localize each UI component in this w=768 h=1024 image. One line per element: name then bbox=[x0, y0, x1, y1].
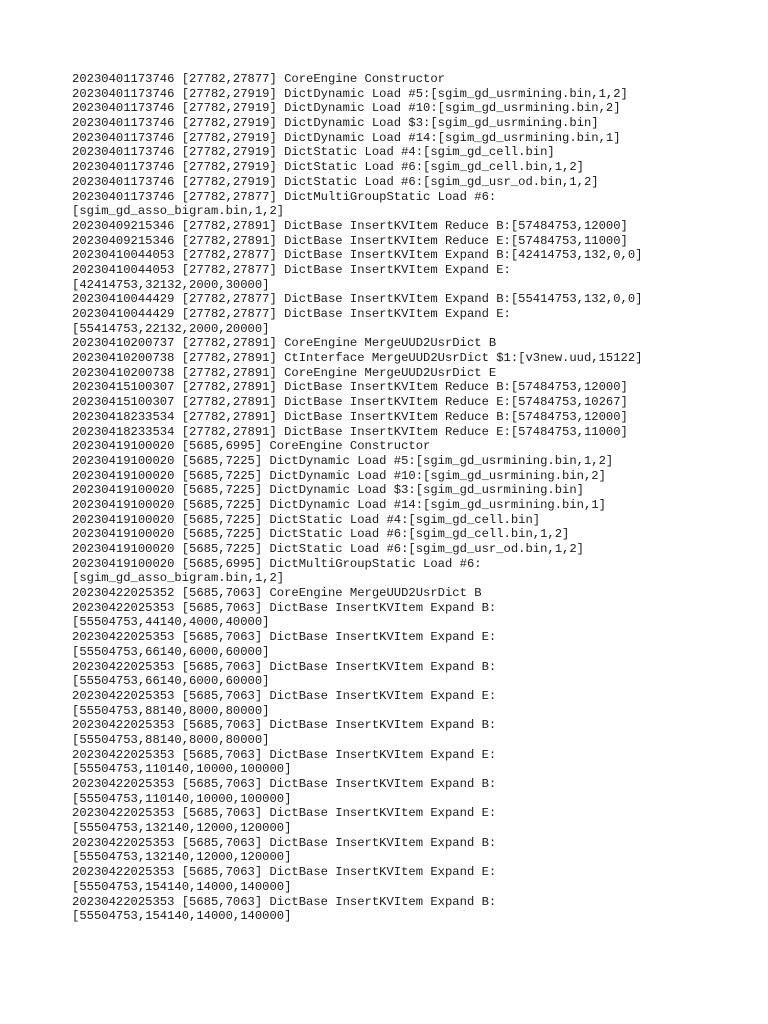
log-line: [55504753,110140,10000,100000] bbox=[72, 762, 292, 777]
log-line: 20230422025353 [5685,7063] DictBase InsertKVItem Expand E: bbox=[72, 747, 497, 762]
log-line: 20230419100020 [5685,7225] DictDynamic Load $3:[sgim_gd_usrmining.bin] bbox=[72, 483, 584, 498]
log-line: 20230401173746 [27782,27919] DictStatic Load #6:[sgim_gd_cell.bin,1,2] bbox=[72, 160, 584, 175]
log-line: [55504753,88140,8000,80000] bbox=[72, 703, 270, 718]
log-line: 20230415100307 [27782,27891] DictBase InsertKVItem Reduce E:[57484753,10267] bbox=[72, 395, 628, 410]
log-line: 20230401173746 [27782,27919] DictStatic Load #4:[sgim_gd_cell.bin] bbox=[72, 145, 555, 160]
log-line: 20230422025353 [5685,7063] DictBase InsertKVItem Expand B: bbox=[72, 718, 497, 733]
log-line: 20230419100020 [5685,6995] CoreEngine Constructor bbox=[72, 439, 431, 454]
log-line: 20230419100020 [5685,7225] DictStatic Load #4:[sgim_gd_cell.bin] bbox=[72, 512, 541, 527]
log-line: 20230410044429 [27782,27877] DictBase InsertKVItem Expand B:[55414753,132,0,0] bbox=[72, 292, 643, 307]
log-line: 20230419100020 [5685,6995] DictMultiGroupStatic Load #6: bbox=[72, 556, 482, 571]
log-line: 20230422025353 [5685,7063] DictBase InsertKVItem Expand B: bbox=[72, 894, 497, 909]
log-line: 20230419100020 [5685,7225] DictStatic Load #6:[sgim_gd_cell.bin,1,2] bbox=[72, 527, 570, 542]
log-line: [55504753,132140,12000,120000] bbox=[72, 821, 292, 836]
log-line: 20230401173746 [27782,27919] DictDynamic Load #14:[sgim_gd_usrmining.bin,1] bbox=[72, 130, 621, 145]
log-line: [sgim_gd_asso_bigram.bin,1,2] bbox=[72, 204, 285, 219]
log-line: 20230422025353 [5685,7063] DictBase InsertKVItem Expand B: bbox=[72, 835, 497, 850]
log-line: 20230410200737 [27782,27891] CoreEngine MergeUUD2UsrDict B bbox=[72, 336, 497, 351]
log-line: 20230410044053 [27782,27877] DictBase InsertKVItem Expand B:[42414753,132,0,0] bbox=[72, 248, 643, 263]
log-line: [55504753,154140,14000,140000] bbox=[72, 909, 292, 924]
log-line: 20230401173746 [27782,27919] DictStatic Load #6:[sgim_gd_usr_od.bin,1,2] bbox=[72, 174, 599, 189]
log-line: 20230422025353 [5685,7063] DictBase InsertKVItem Expand B: bbox=[72, 777, 497, 791]
log-line: 20230419100020 [5685,7225] DictDynamic Load #10:[sgim_gd_usrmining.bin,2] bbox=[72, 468, 606, 483]
log-line: 20230410044429 [27782,27877] DictBase InsertKVItem Expand E: bbox=[72, 307, 511, 321]
log-line: 20230401173746 [27782,27877] CoreEngine Constructor bbox=[72, 72, 445, 86]
log-line: [55504753,88140,8000,80000] bbox=[72, 732, 270, 747]
log-line: [55504753,154140,14000,140000] bbox=[72, 879, 292, 894]
log-line: [55504753,132140,12000,120000] bbox=[72, 850, 292, 865]
log-line: 20230422025353 [5685,7063] DictBase InsertKVItem Expand E: bbox=[72, 865, 497, 880]
log-line: 20230410200738 [27782,27891] CtInterface MergeUUD2UsrDict $1:[v3new.uud,15122] bbox=[72, 351, 643, 366]
log-line: 20230410200738 [27782,27891] CoreEngine MergeUUD2UsrDict E bbox=[72, 365, 497, 380]
log-line: 20230410044053 [27782,27877] DictBase InsertKVItem Expand E: bbox=[72, 262, 511, 277]
log-line: 20230409215346 [27782,27891] DictBase InsertKVItem Reduce B:[57484753,12000] bbox=[72, 218, 628, 233]
log-line: 20230419100020 [5685,7225] DictDynamic Load #5:[sgim_gd_usrmining.bin,1,2] bbox=[72, 453, 614, 468]
log-line: 20230401173746 [27782,27919] DictDynamic Load $3:[sgim_gd_usrmining.bin] bbox=[72, 116, 599, 131]
log-line: [42414753,32132,2000,30000] bbox=[72, 277, 270, 292]
log-line: 20230422025353 [5685,7063] DictBase InsertKVItem Expand B: bbox=[72, 600, 497, 615]
log-line: 20230401173746 [27782,27877] DictMultiGroupStatic Load #6: bbox=[72, 189, 497, 204]
log-line: 20230422025353 [5685,7063] DictBase InsertKVItem Expand E: bbox=[72, 688, 497, 703]
log-line: 20230418233534 [27782,27891] DictBase InsertKVItem Reduce E:[57484753,11000] bbox=[72, 424, 628, 439]
log-line: 20230419100020 [5685,7225] DictDynamic Load #14:[sgim_gd_usrmining.bin,1] bbox=[72, 497, 606, 512]
log-line: [55504753,66140,6000,60000] bbox=[72, 644, 270, 659]
log-line: [55414753,22132,2000,20000] bbox=[72, 321, 270, 336]
log-line: [55504753,110140,10000,100000] bbox=[72, 791, 292, 806]
log-line: 20230418233534 [27782,27891] DictBase InsertKVItem Reduce B:[57484753,12000] bbox=[72, 409, 628, 424]
log-line: [55504753,66140,6000,60000] bbox=[72, 674, 270, 689]
log-line: [sgim_gd_asso_bigram.bin,1,2] bbox=[72, 571, 285, 586]
log-line: 20230415100307 [27782,27891] DictBase InsertKVItem Reduce B:[57484753,12000] bbox=[72, 380, 628, 395]
log-line: 20230401173746 [27782,27919] DictDynamic Load #10:[sgim_gd_usrmining.bin,2] bbox=[72, 101, 621, 116]
log-line: 20230422025353 [5685,7063] DictBase InsertKVItem Expand B: bbox=[72, 659, 497, 674]
log-line: 20230409215346 [27782,27891] DictBase InsertKVItem Reduce E:[57484753,11000] bbox=[72, 233, 628, 248]
log-line: [55504753,44140,4000,40000] bbox=[72, 615, 270, 630]
log-line: 20230422025352 [5685,7063] CoreEngine MergeUUD2UsrDict B bbox=[72, 586, 482, 601]
log-line: 20230422025353 [5685,7063] DictBase InsertKVItem Expand E: bbox=[72, 806, 497, 821]
log-line: 20230422025353 [5685,7063] DictBase InsertKVItem Expand E: bbox=[72, 630, 497, 645]
log-line: 20230401173746 [27782,27919] DictDynamic Load #5:[sgim_gd_usrmining.bin,1,2] bbox=[72, 86, 628, 101]
log-line: 20230419100020 [5685,7225] DictStatic Load #6:[sgim_gd_usr_od.bin,1,2] bbox=[72, 542, 584, 556]
log-text bbox=[72, 72, 712, 924]
